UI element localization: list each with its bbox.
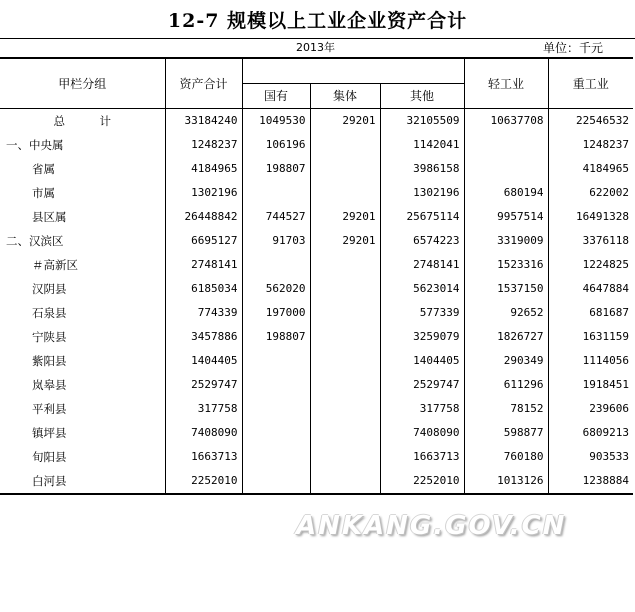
unit-label: 单位：千元 xyxy=(543,41,604,55)
cell-state xyxy=(242,421,310,445)
cell-light: 10637708 xyxy=(464,109,548,134)
cell-other: 2748141 xyxy=(380,253,464,277)
cell-collective xyxy=(310,397,380,421)
cell-total: 774339 xyxy=(165,301,242,325)
cell-other: 25675114 xyxy=(380,205,464,229)
cell-light: 92652 xyxy=(464,301,548,325)
cell-other: 5623014 xyxy=(380,277,464,301)
table-row xyxy=(0,397,633,421)
site-watermark: ANKANG.GOV.CN xyxy=(296,511,567,541)
cell-state xyxy=(242,445,310,469)
cell-light: 78152 xyxy=(464,397,548,421)
cell-total: 6185034 xyxy=(165,277,242,301)
cell-collective xyxy=(310,181,380,205)
cell-state: 106196 xyxy=(242,133,310,157)
header-ownership-span xyxy=(242,58,464,84)
cell-light: 611296 xyxy=(464,373,548,397)
cell-total: 1404405 xyxy=(165,349,242,373)
table-row xyxy=(0,301,633,325)
cell-total: 2252010 xyxy=(165,469,242,494)
row-label: 岚皋县 xyxy=(0,373,165,397)
cell-other: 6574223 xyxy=(380,229,464,253)
cell-collective: 29201 xyxy=(310,109,380,134)
cell-state xyxy=(242,181,310,205)
cell-other: 3259079 xyxy=(380,325,464,349)
cell-state: 198807 xyxy=(242,157,310,181)
cell-light: 9957514 xyxy=(464,205,548,229)
row-label: 白河县 xyxy=(0,469,165,494)
cell-state: 197000 xyxy=(242,301,310,325)
cell-light: 290349 xyxy=(464,349,548,373)
table-row xyxy=(0,421,633,445)
cell-collective: 29201 xyxy=(310,205,380,229)
year-label: 2013年 xyxy=(296,41,335,54)
cell-light: 1537150 xyxy=(464,277,548,301)
cell-collective xyxy=(310,445,380,469)
row-label: ＃高新区 xyxy=(0,253,165,277)
cell-other: 7408090 xyxy=(380,421,464,445)
cell-total: 33184240 xyxy=(165,109,242,134)
row-label: 镇坪县 xyxy=(0,421,165,445)
cell-collective xyxy=(310,349,380,373)
header-state: 国有 xyxy=(242,84,310,109)
cell-light: 1013126 xyxy=(464,469,548,494)
cell-heavy: 6809213 xyxy=(548,421,633,445)
table-row xyxy=(0,157,633,181)
table-row xyxy=(0,133,633,157)
row-label: 省属 xyxy=(0,157,165,181)
cell-heavy: 622002 xyxy=(548,181,633,205)
table-row xyxy=(0,325,633,349)
cell-state xyxy=(242,253,310,277)
cell-other: 1404405 xyxy=(380,349,464,373)
cell-heavy: 903533 xyxy=(548,445,633,469)
header-total: 资产合计 xyxy=(165,58,242,109)
table-row xyxy=(0,109,633,134)
table-row xyxy=(0,445,633,469)
cell-total: 2529747 xyxy=(165,373,242,397)
cell-collective xyxy=(310,133,380,157)
table-row xyxy=(0,469,633,494)
cell-other: 2252010 xyxy=(380,469,464,494)
cell-collective xyxy=(310,469,380,494)
cell-total: 3457886 xyxy=(165,325,242,349)
row-label: 石泉县 xyxy=(0,301,165,325)
assets-table xyxy=(0,57,633,495)
cell-other: 3986158 xyxy=(380,157,464,181)
cell-heavy: 4647884 xyxy=(548,277,633,301)
cell-heavy: 3376118 xyxy=(548,229,633,253)
cell-heavy: 681687 xyxy=(548,301,633,325)
cell-light: 3319009 xyxy=(464,229,548,253)
row-label: 平利县 xyxy=(0,397,165,421)
cell-collective xyxy=(310,157,380,181)
cell-state: 562020 xyxy=(242,277,310,301)
header-light: 轻工业 xyxy=(464,58,548,109)
cell-state: 744527 xyxy=(242,205,310,229)
cell-heavy: 1238884 xyxy=(548,469,633,494)
cell-other: 317758 xyxy=(380,397,464,421)
cell-heavy: 1918451 xyxy=(548,373,633,397)
row-label: 紫阳县 xyxy=(0,349,165,373)
table-row xyxy=(0,205,633,229)
cell-light: 1826727 xyxy=(464,325,548,349)
row-label: 总 计 xyxy=(0,109,165,134)
cell-state: 198807 xyxy=(242,325,310,349)
cell-other: 32105509 xyxy=(380,109,464,134)
cell-state: 1049530 xyxy=(242,109,310,134)
cell-collective: 29201 xyxy=(310,229,380,253)
row-label: 一、中央属 xyxy=(0,133,165,157)
cell-collective xyxy=(310,421,380,445)
cell-other: 1142041 xyxy=(380,133,464,157)
cell-collective xyxy=(310,373,380,397)
table-row xyxy=(0,229,633,253)
table-row xyxy=(0,349,633,373)
cell-total: 1663713 xyxy=(165,445,242,469)
cell-heavy: 1114056 xyxy=(548,349,633,373)
table-title: 12-7 规模以上工业企业资产合计 xyxy=(167,10,468,32)
row-label: 二、汉滨区 xyxy=(0,229,165,253)
header-other: 其他 xyxy=(380,84,464,109)
cell-light: 760180 xyxy=(464,445,548,469)
cell-total: 26448842 xyxy=(165,205,242,229)
table-row xyxy=(0,373,633,397)
row-label: 市属 xyxy=(0,181,165,205)
cell-light xyxy=(464,133,548,157)
cell-other: 1302196 xyxy=(380,181,464,205)
table-row xyxy=(0,277,633,301)
cell-collective xyxy=(310,253,380,277)
cell-total: 4184965 xyxy=(165,157,242,181)
cell-total: 1248237 xyxy=(165,133,242,157)
cell-state xyxy=(242,373,310,397)
cell-heavy: 22546532 xyxy=(548,109,633,134)
cell-light xyxy=(464,157,548,181)
cell-collective xyxy=(310,277,380,301)
row-label: 旬阳县 xyxy=(0,445,165,469)
cell-state xyxy=(242,349,310,373)
cell-state xyxy=(242,397,310,421)
cell-heavy: 16491328 xyxy=(548,205,633,229)
cell-other: 1663713 xyxy=(380,445,464,469)
cell-collective xyxy=(310,325,380,349)
row-label: 宁陕县 xyxy=(0,325,165,349)
cell-light: 598877 xyxy=(464,421,548,445)
cell-light: 1523316 xyxy=(464,253,548,277)
cell-heavy: 1224825 xyxy=(548,253,633,277)
cell-total: 1302196 xyxy=(165,181,242,205)
row-label: 县区属 xyxy=(0,205,165,229)
cell-heavy: 4184965 xyxy=(548,157,633,181)
header-group: 甲栏分组 xyxy=(0,58,165,109)
cell-total: 6695127 xyxy=(165,229,242,253)
row-label: 汉阴县 xyxy=(0,277,165,301)
cell-other: 2529747 xyxy=(380,373,464,397)
header-heavy: 重工业 xyxy=(548,58,633,109)
cell-total: 317758 xyxy=(165,397,242,421)
cell-total: 2748141 xyxy=(165,253,242,277)
header-collective: 集体 xyxy=(310,84,380,109)
cell-other: 577339 xyxy=(380,301,464,325)
cell-heavy: 1631159 xyxy=(548,325,633,349)
cell-state xyxy=(242,469,310,494)
table-subheader xyxy=(0,38,635,57)
cell-total: 7408090 xyxy=(165,421,242,445)
cell-heavy: 239606 xyxy=(548,397,633,421)
cell-collective xyxy=(310,301,380,325)
cell-state: 91703 xyxy=(242,229,310,253)
table-row xyxy=(0,253,633,277)
cell-heavy: 1248237 xyxy=(548,133,633,157)
cell-light: 680194 xyxy=(464,181,548,205)
table-row xyxy=(0,181,633,205)
